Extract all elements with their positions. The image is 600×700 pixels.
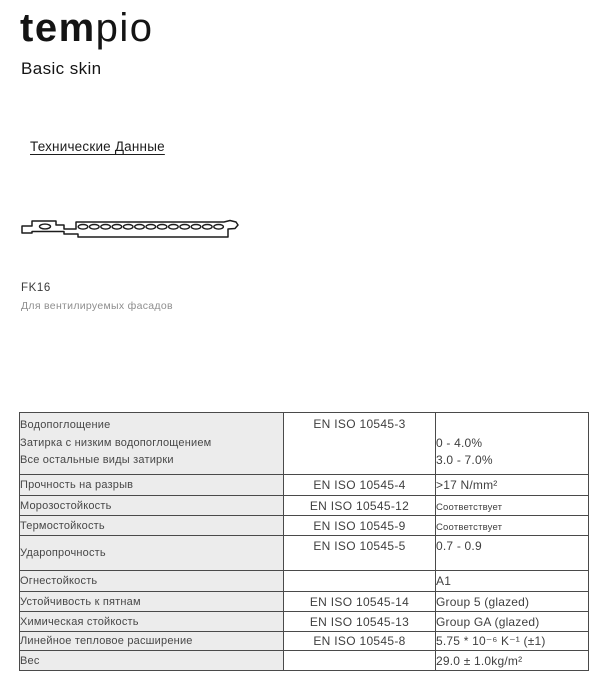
property-label-cell: Прочность на разрыв <box>20 475 284 496</box>
value-cell: >17 N/mm² <box>436 475 589 496</box>
property-label-cell <box>20 413 284 475</box>
property-label-cell: Линейное тепловое расширение <box>20 632 284 651</box>
value-cell: Group GA (glazed) <box>436 612 589 632</box>
standard-cell: EN ISO 10545-14 <box>284 592 436 612</box>
table-row <box>20 536 589 571</box>
brand-logo-bold: tem <box>20 6 96 50</box>
panel-profile-drawing-icon <box>18 212 250 244</box>
standard-cell: EN ISO 10545-12 <box>284 496 436 516</box>
value-cell <box>436 413 589 475</box>
property-label: Водопоглощение <box>20 419 111 431</box>
product-line-title: Basic skin <box>21 59 102 78</box>
value-cell: 5.75 * 10⁻⁶ K⁻¹ (±1) <box>436 632 589 651</box>
table-row <box>20 496 589 516</box>
property-label-cell: Вес <box>20 651 284 671</box>
value-cell <box>436 516 589 536</box>
table-row <box>20 651 589 671</box>
standard-cell <box>284 571 436 592</box>
value-spacer <box>436 417 588 435</box>
property-label-cell: Устойчивость к пятнам <box>20 592 284 612</box>
brand-logo-light: pio <box>95 6 154 50</box>
property-label-cell: Термостойкость <box>20 516 284 536</box>
table-row <box>20 632 589 651</box>
property-label: Затирка с низким водопоглощением <box>20 436 212 449</box>
table-row <box>20 571 589 592</box>
brand-logo <box>20 6 154 50</box>
table-row <box>20 592 589 612</box>
value-text: 3.0 - 7.0% <box>436 453 493 468</box>
table-row <box>20 413 589 475</box>
table-row <box>20 516 589 536</box>
property-label-cell: Морозостойкость <box>20 496 284 516</box>
standard-cell: EN ISO 10545-13 <box>284 612 436 632</box>
value-cell: 0.7 - 0.9 <box>436 536 589 571</box>
standard-cell: EN ISO 10545-3 <box>284 413 436 475</box>
value-text: 0 - 4.0% <box>436 435 483 450</box>
standard-cell: EN ISO 10545-9 <box>284 516 436 536</box>
product-code: FK16 <box>21 282 51 294</box>
property-label-cell: Ударопрочность <box>20 536 284 571</box>
property-label: Все остальные виды затирки <box>20 454 174 467</box>
value-cell: Group 5 (glazed) <box>436 592 589 612</box>
property-label-cell: Огнестойкость <box>20 571 284 592</box>
value-cell: 29.0 ± 1.0kg/m² <box>436 651 589 671</box>
product-description: Для вентилируемых фасадов <box>21 300 173 312</box>
table-row <box>20 612 589 632</box>
value-cell: A1 <box>436 571 589 592</box>
value-text: Соответствует <box>436 521 503 533</box>
technical-data-table <box>19 412 589 671</box>
standard-cell: EN ISO 10545-5 <box>284 536 436 571</box>
standard-cell: EN ISO 10545-8 <box>284 632 436 651</box>
value-text: Соответствует <box>436 501 503 513</box>
standard-cell <box>284 651 436 671</box>
standard-cell: EN ISO 10545-4 <box>284 475 436 496</box>
property-label-cell: Химическая стойкость <box>20 612 284 632</box>
value-cell <box>436 496 589 516</box>
table-row <box>20 475 589 496</box>
technical-data-heading: Технические Данные <box>30 139 165 154</box>
